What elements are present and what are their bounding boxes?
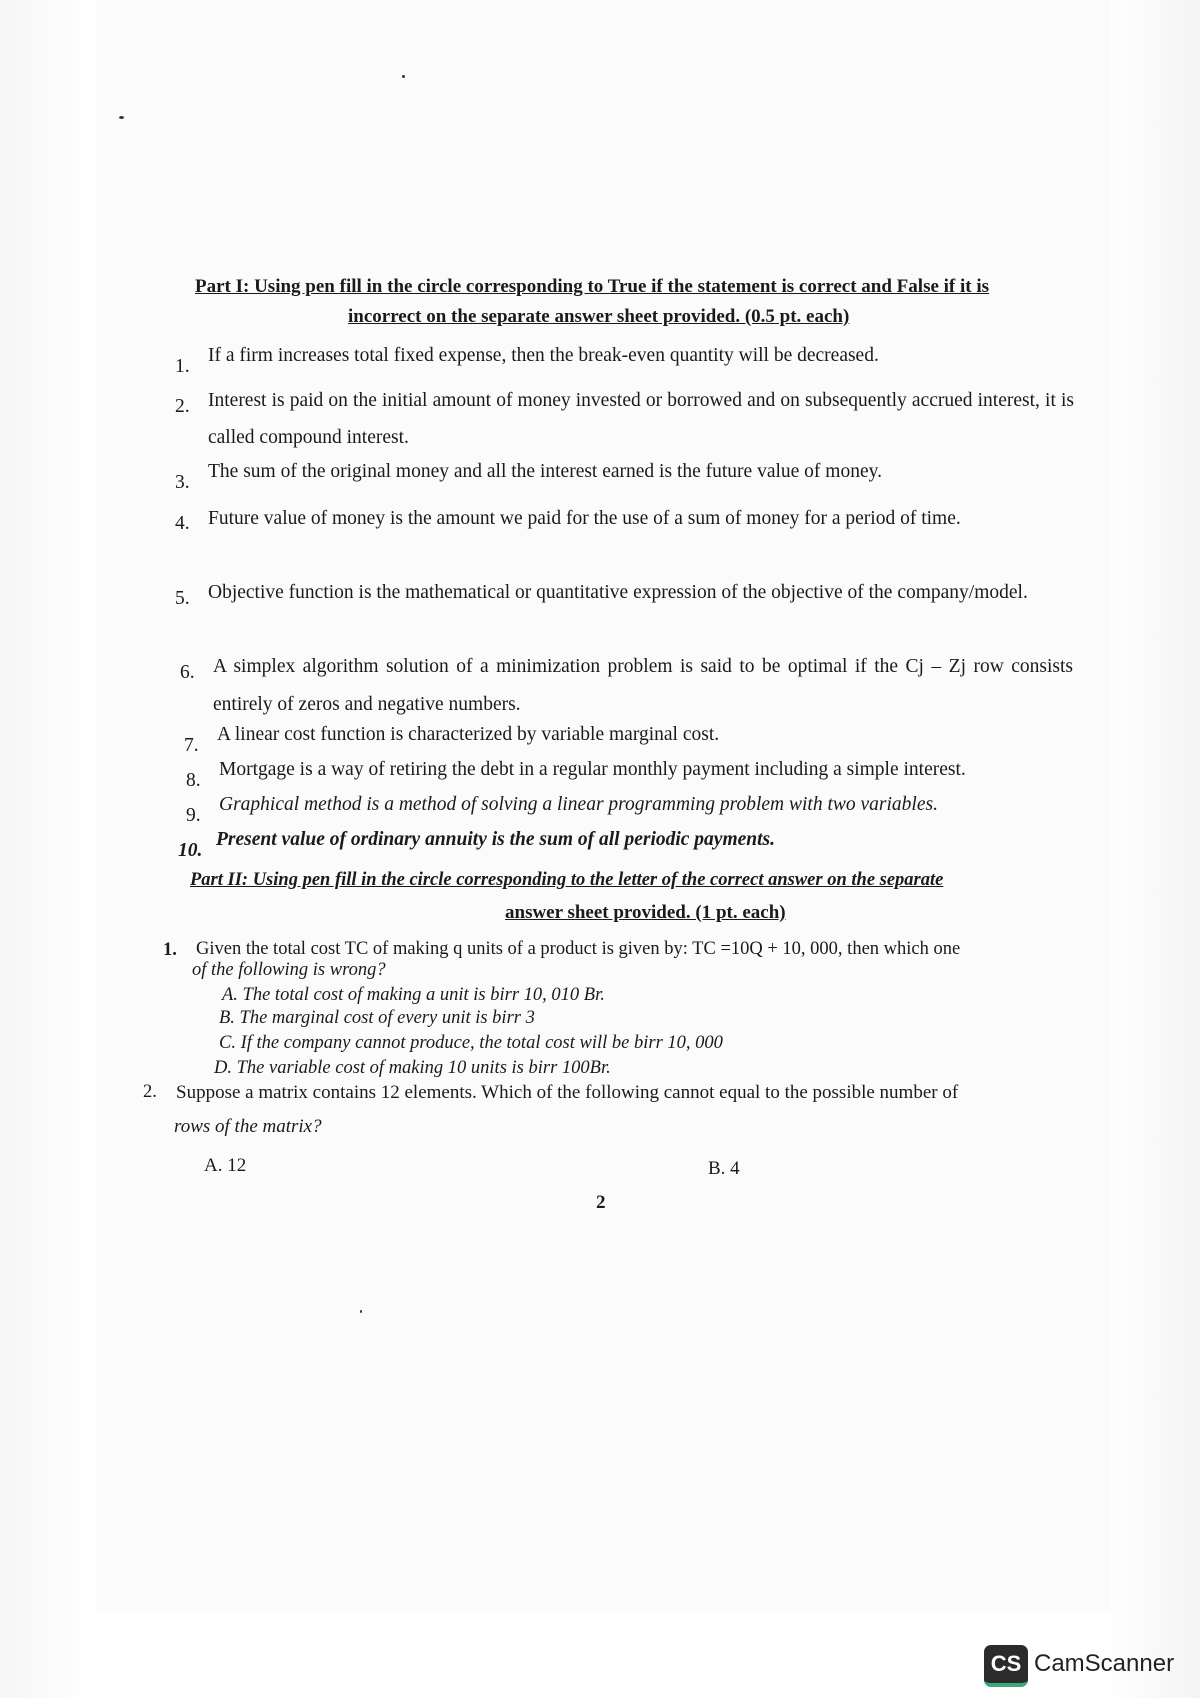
true-false-statement: Mortgage is a way of retiring the debt in a regular monthly payment including a simple interest. bbox=[219, 759, 966, 780]
item-number: 10. bbox=[178, 840, 203, 861]
true-false-statement: If a firm increases total fixed expense, then the break-even quantity will be decreased. bbox=[208, 345, 879, 366]
part2-heading-line2: answer sheet provided. (1 pt. each) bbox=[505, 902, 786, 923]
option-a: A. The total cost of making a unit is birr 10, 010 Br. bbox=[222, 985, 605, 1005]
page-number: 2 bbox=[596, 1192, 606, 1213]
option-c: C. If the company cannot produce, the total cost will be birr 10, 000 bbox=[219, 1033, 723, 1053]
true-false-statement: Graphical method is a method of solving a linear programming problem with two variables. bbox=[219, 794, 938, 815]
item-number: 1. bbox=[175, 356, 190, 377]
scan-speck bbox=[360, 1310, 362, 1313]
true-false-statement: Present value of ordinary annuity is the sum of all periodic payments. bbox=[216, 829, 776, 850]
option-d: D. The variable cost of making 10 units is birr 100Br. bbox=[214, 1058, 611, 1078]
item-number: 8. bbox=[186, 770, 201, 791]
item-number: 2. bbox=[175, 396, 190, 417]
item-number: 4. bbox=[175, 513, 190, 534]
true-false-statement: Future value of money is the amount we paid for the use of a sum of money for a period of time. bbox=[208, 508, 961, 529]
true-false-statement: A simplex algorithm solution of a minimization problem is said to be optimal if the Cj – Zj row consists entirely of zeros and negative numbers. bbox=[213, 656, 1073, 715]
true-false-statement: The sum of the original money and all the interest earned is the future value of money. bbox=[208, 461, 882, 482]
question-number: 2. bbox=[143, 1082, 157, 1102]
true-false-statement: A linear cost function is characterized by variable marginal cost. bbox=[217, 724, 720, 745]
question-number: 1. bbox=[163, 940, 177, 960]
true-false-statement: Objective function is the mathematical or quantitative expression of the objective of the company/model. bbox=[208, 582, 1028, 603]
option-b: B. The marginal cost of every unit is birr 3 bbox=[219, 1008, 535, 1028]
question-text-line1: Given the total cost TC of making q units of a product is given by: TC =10Q + 10, 000, then which one bbox=[196, 939, 961, 959]
option-a: A. 12 bbox=[204, 1155, 247, 1176]
true-false-statement: Interest is paid on the initial amount of money invested or borrowed and on subsequently accrued interest, it is called compound interest. bbox=[208, 390, 1074, 448]
part1-heading-line1: Part I: Using pen fill in the circle corresponding to True if the statement is correct and False if it is bbox=[195, 276, 990, 297]
question-text-line2: of the following is wrong? bbox=[192, 960, 386, 980]
question-text-line2: rows of the matrix? bbox=[174, 1116, 322, 1137]
item-number: 7. bbox=[184, 735, 199, 756]
camscanner-watermark-text: CamScanner bbox=[1034, 1650, 1175, 1677]
item-number: 5. bbox=[175, 588, 190, 609]
item-number: 3. bbox=[175, 472, 190, 493]
scan-speck bbox=[402, 75, 405, 78]
camscanner-logo-icon: CS bbox=[984, 1645, 1028, 1687]
option-b: B. 4 bbox=[708, 1158, 740, 1179]
scan-speck bbox=[119, 116, 124, 119]
question-text-line1: Suppose a matrix contains 12 elements. Which of the following cannot equal to the possible number of bbox=[176, 1082, 959, 1103]
item-number: 6. bbox=[180, 662, 195, 683]
part2-heading-line1: Part II: Using pen fill in the circle corresponding to the letter of the correct answer on the separate bbox=[190, 870, 944, 890]
part1-heading-line2: incorrect on the separate answer sheet provided. (0.5 pt. each) bbox=[348, 306, 850, 327]
item-number: 9. bbox=[186, 805, 201, 826]
